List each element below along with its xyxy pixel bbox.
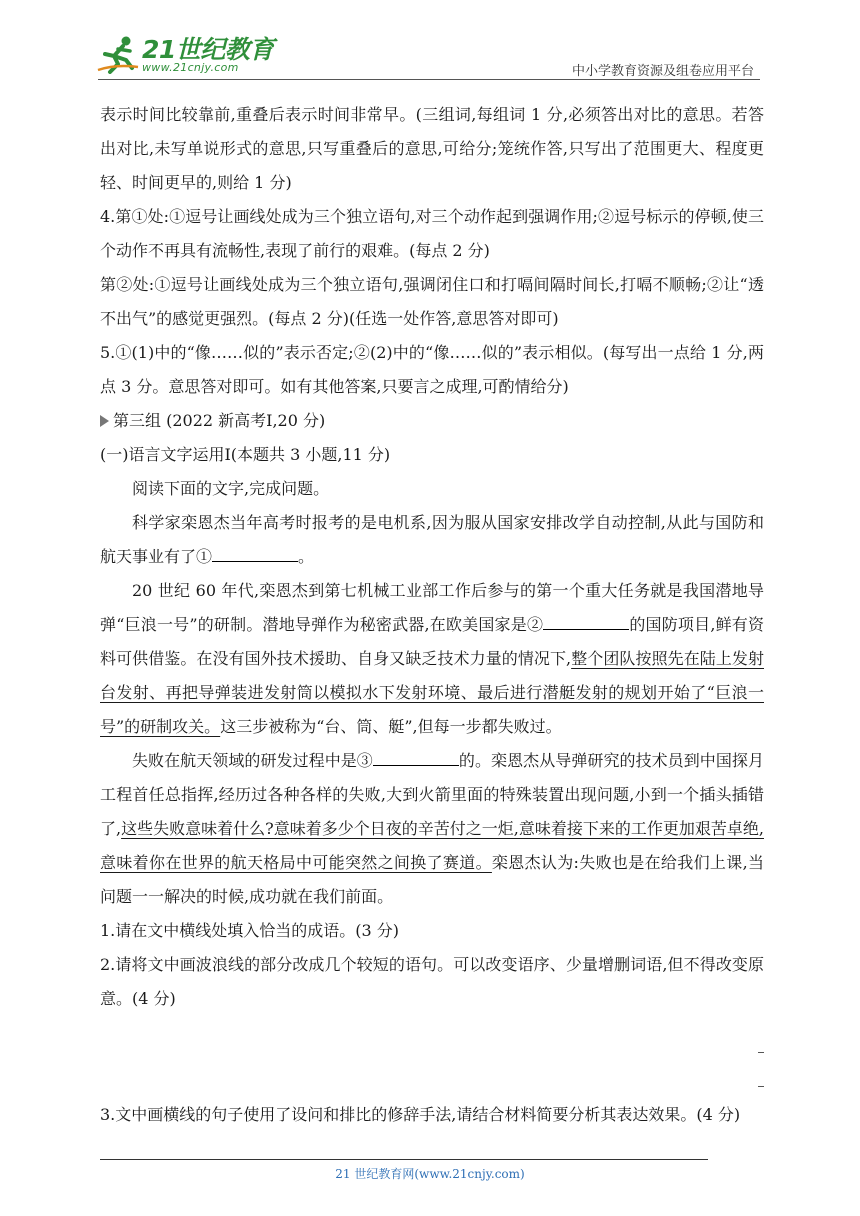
answer-paragraph-1: 表示时间比较靠前,重叠后表示时间非常早。(三组词,每组词 1 分,必须答出对比的意思。若答出对比,未写单说形式的意思,只写重叠后的意思,可给分;笼统作答,只写出了范围更大、程度更轻、时间更早的,则给 1 分): [100, 105, 764, 192]
passage-text: 20 世纪 60 年代,栾恩杰到第七机械工业部工作后参与的第一个重大任务就是我国潜地导弹“巨浪一号”的研制。潜地导弹作为秘密武器,在欧美国家是②: [100, 581, 764, 634]
underlined-sentence: 这些失败意味着什么?意味着多少个日夜的辛苦付之一炬,意味着接下来的工作更加艰苦卓绝,意味着你在世界的航天格局中可能突然之间换了赛道。: [100, 819, 764, 872]
passage-text: 失败在航天领域的研发过程中是③: [132, 751, 373, 770]
site-logo[interactable]: [96, 30, 274, 78]
logo-text: 21世纪教育: [142, 35, 274, 64]
question-2: 2.请将文中画波浪线的部分改成几个较短的语句。可以改变语序、少量增删词语,但不得改变原意。(4 分): [100, 955, 764, 1008]
runner-logo-icon: [96, 34, 140, 74]
passage-text: 。: [298, 547, 315, 566]
passage-paragraph-1: [100, 506, 764, 574]
answer-paragraph-4: 5.①(1)中的“像……似的”表示否定;②(2)中的“像……似的”表示相似。(每写出一点给 1 分,两点 3 分。意思答对即可。如有其他答案,只要言之成理,可酌情给分): [100, 343, 764, 396]
answer-line-mark: [758, 1052, 764, 1053]
passage-paragraph-2: [100, 574, 764, 744]
platform-title: 中小学教育资源及组卷应用平台: [571, 64, 754, 79]
question-3: 3.文中画横线的句子使用了设问和排比的修辞手法,请结合材料简要分析其表达效果。(4 分): [100, 1105, 741, 1124]
answer-paragraph-2: 4.第①处:①逗号让画线处成为三个独立语句,对三个动作起到强调作用;②逗号标示的停顿,使三个动作不再具有流畅性,表现了前行的艰难。(每点 2 分): [100, 207, 764, 260]
reading-instruction: 阅读下面的文字,完成问题。: [132, 479, 330, 498]
section-title: 第三组 (2022 新高考Ⅰ,20 分): [113, 411, 326, 430]
passage-text: 科学家栾恩杰当年高考时报考的是电机系,因为服从国家安排改学自动控制,从此与国防和航天事业有了①: [100, 513, 764, 566]
passage-text: 的国防项目,鲜有资料可供借鉴。在没有国外技术援助、自身又缺乏技术力量的情况下,: [100, 615, 764, 668]
page-header: [0, 0, 860, 90]
subsection-heading: (一)语言文字运用Ⅰ(本题共 3 小题,11 分): [100, 445, 391, 464]
passage-text: 栾恩杰认为:失败也是在给我们上课,当问题一一解决的时候,成功就在我们前面。: [100, 853, 764, 906]
passage-text: 的。栾恩杰从导弹研究的技术员到中国探月工程首任总指挥,经历过各种各样的失败,大到火箭里面的特殊装置出现问题,小到一个插头插错了,: [100, 751, 764, 838]
document-body: [100, 98, 764, 1132]
wavy-underlined-sentence: 整个团队按照先在陆上发射台发射、再把导弹装进发射筒以模拟水下发射环境、最后进行潜艇发射的规划开始了“巨浪一号”的研制攻关。: [100, 649, 764, 736]
triangle-marker-icon: [100, 415, 109, 427]
footer-link[interactable]: 21 世纪教育网(www.21cnjy.com): [335, 1167, 525, 1181]
answer-space[interactable]: [100, 1016, 764, 1098]
fill-blank-1[interactable]: [212, 543, 298, 562]
passage-text: 这三步被称为“台、筒、艇”,但每一步都失败过。: [220, 717, 562, 736]
header-divider: [98, 79, 760, 80]
fill-blank-3[interactable]: [373, 747, 459, 766]
logo-url: www.21cnjy.com: [142, 61, 239, 74]
passage-paragraph-3: [100, 744, 764, 914]
fill-blank-2[interactable]: [543, 611, 629, 630]
section-heading: [100, 404, 764, 438]
answer-line-mark: [758, 1086, 764, 1087]
footer-divider: [100, 1159, 708, 1160]
answer-paragraph-3: 第②处:①逗号让画线处成为三个独立语句,强调闭住口和打嗝间隔时间长,打嗝不顺畅;②让“透不出气”的感觉更强烈。(每点 2 分)(任选一处作答,意思答对即可): [100, 275, 764, 328]
question-1: 1.请在文中横线处填入恰当的成语。(3 分): [100, 921, 400, 940]
